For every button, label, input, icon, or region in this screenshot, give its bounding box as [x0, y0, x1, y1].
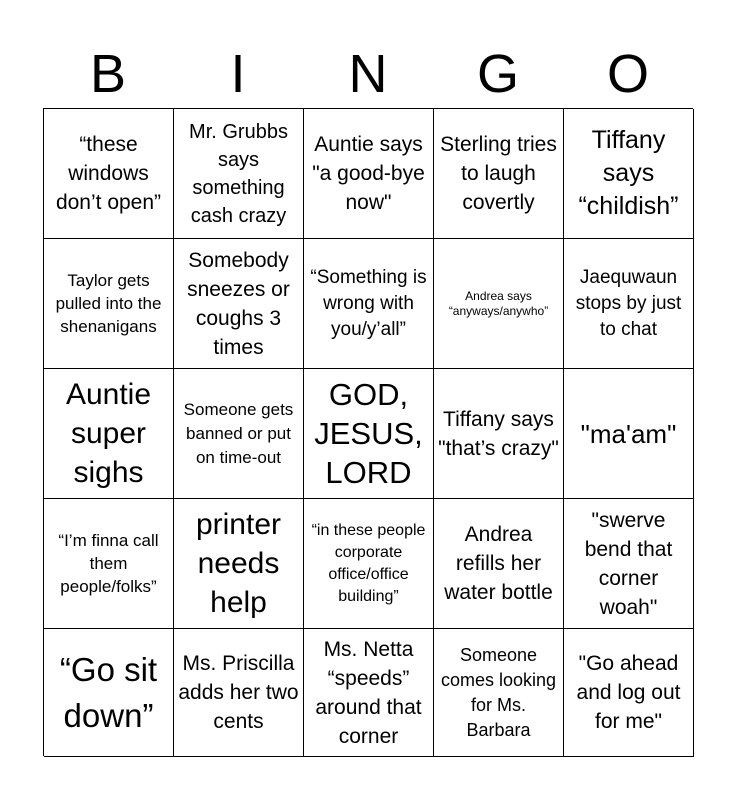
- cell-text: Auntie says "a good-bye now": [312, 133, 425, 214]
- header-letter-b: B: [89, 44, 127, 104]
- bingo-cell[interactable]: [44, 239, 174, 369]
- bingo-cell[interactable]: [304, 239, 434, 369]
- cell-text: Somebody sneezes or coughs 3 times: [187, 248, 290, 359]
- cell-text: “in these people corporate office/office building”: [311, 521, 426, 605]
- bingo-cell[interactable]: [304, 369, 434, 499]
- cell-text: “these windows don’t open”: [55, 133, 162, 214]
- bingo-cell[interactable]: [564, 499, 694, 629]
- cell-text: Jaequwaun stops by just to chat: [575, 266, 682, 340]
- bingo-cell[interactable]: [564, 629, 694, 757]
- cell-text: "swerve bend that corner woah": [584, 508, 673, 619]
- cell-text: Auntie super sighs: [65, 378, 152, 489]
- bingo-cell[interactable]: [304, 629, 434, 757]
- header-letter-n: N: [348, 44, 388, 104]
- bingo-cell[interactable]: [434, 239, 564, 369]
- bingo-cell[interactable]: [174, 109, 304, 239]
- header-letter-i: I: [230, 44, 246, 104]
- cell-text: Someone gets banned or put on time-out: [183, 399, 294, 467]
- cell-text: Tiffany says “childish”: [578, 126, 679, 220]
- bingo-cell[interactable]: [174, 239, 304, 369]
- bingo-cell[interactable]: [304, 499, 434, 629]
- cell-text: "Go ahead and log out for me": [576, 652, 681, 733]
- cell-text: Ms. Priscilla adds her two cents: [178, 652, 299, 733]
- cell-text: “Go sit down”: [59, 650, 158, 734]
- bingo-cell[interactable]: [434, 109, 564, 239]
- header-letter-g: G: [476, 44, 519, 104]
- cell-text: GOD, JESUS, LORD: [314, 377, 423, 490]
- bingo-cell[interactable]: [434, 499, 564, 629]
- cell-text: Andrea says “anyways/anywho”: [448, 288, 549, 318]
- cell-text: Andrea refills her water bottle: [444, 523, 553, 604]
- cell-text: "ma'am": [580, 418, 677, 449]
- cell-text: “I’m finna call them people/folks”: [58, 531, 159, 596]
- bingo-cell[interactable]: [44, 629, 174, 757]
- bingo-cell[interactable]: [174, 499, 304, 629]
- bingo-header: [43, 40, 693, 108]
- bingo-cell[interactable]: [44, 499, 174, 629]
- bingo-cell[interactable]: [564, 109, 694, 239]
- bingo-cell[interactable]: [434, 369, 564, 499]
- cell-text: Someone comes looking for Ms. Barbara: [440, 644, 557, 740]
- bingo-cell[interactable]: [174, 369, 304, 499]
- bingo-cell[interactable]: [44, 109, 174, 239]
- bingo-cell[interactable]: [564, 239, 694, 369]
- cell-text: Sterling tries to laugh covertly: [440, 133, 557, 214]
- cell-text: “Something is wrong with you/y’all”: [310, 266, 427, 340]
- cell-text: Mr. Grubbs says something cash crazy: [189, 120, 288, 227]
- cell-text: Taylor gets pulled into the shenanigans: [55, 271, 162, 336]
- bingo-cell[interactable]: [304, 109, 434, 239]
- bingo-cell[interactable]: [44, 369, 174, 499]
- bingo-cell[interactable]: [174, 629, 304, 757]
- header-letter-o: O: [606, 44, 649, 104]
- cell-text: Tiffany says "that’s crazy": [438, 407, 559, 460]
- cell-text: printer needs help: [195, 508, 282, 619]
- bingo-grid: [43, 108, 693, 756]
- bingo-cell[interactable]: [564, 369, 694, 499]
- bingo-cell[interactable]: [434, 629, 564, 757]
- cell-text: Ms. Netta “speeds” around that corner: [315, 637, 422, 748]
